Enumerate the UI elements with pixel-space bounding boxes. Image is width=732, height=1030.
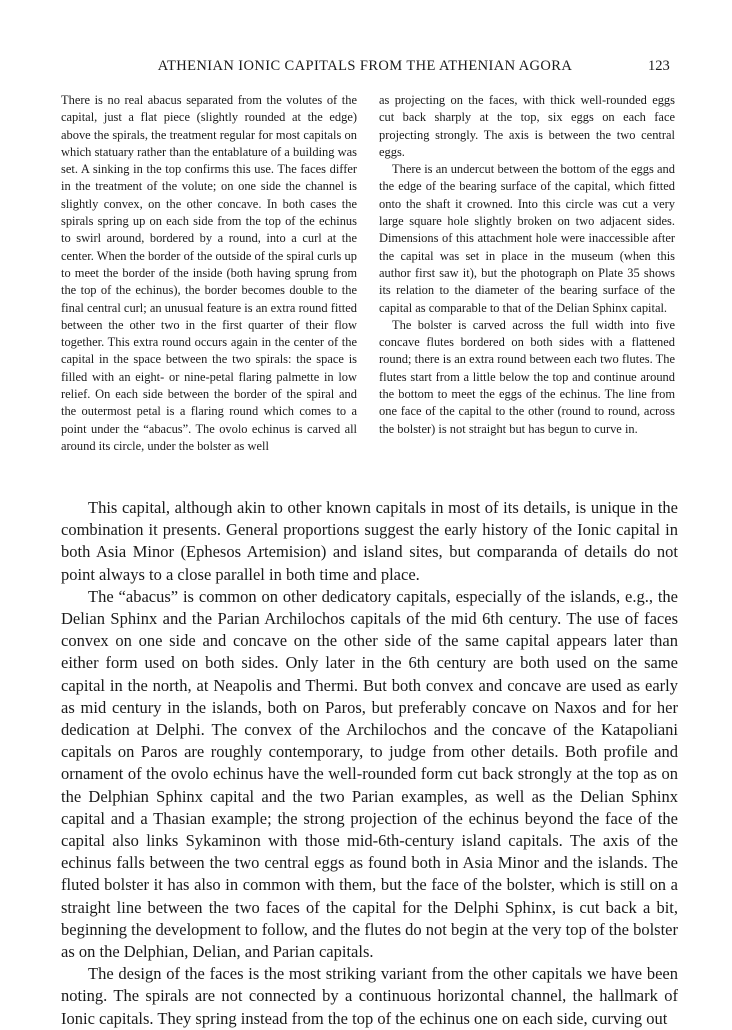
left-column-paragraph: There is no real abacus separated from the volutes of the capital, just a flat piece (slightly rounded at the edge) above the spirals, the treatment regular for most capitals on which statuary rather than the entablature of a building was set. A sinking in the top confirms this use. The faces differ in the treatment of the volute; on one side the channel is slightly convex, on the other concave. In both cases the spirals spring up on each side from the top of the echinus to swirl around, bordered by a round, into a curl at the center. When the border of the outside of the spiral curls up to meet the border of the inside (both having sprung from the top of the echinus), the border becomes double to the final central curl; an unusual feature is an extra round fitted between the other two in the first quarter of their flow together. This extra round occurs again in the center of the capital in the space between the two spirals: the space is filled with an eight- or nine-petal flaring palmette in low relief. On each side between the border of the spiral and the outermost petal is a flaring round which comes to a point under the “abacus”. The ovolo echinus is carved all around its circle, under the bolster as well xyxy=(61,93,357,453)
main-body-text xyxy=(61,497,678,1030)
page-header xyxy=(0,58,732,78)
right-column-paragraph: There is an undercut between the bottom of the eggs and the edge of the bearing surface of the capital, which fitted onto the shaft it crowned. Into this circle was cut a very large square hole slightly broken on two adjacent sides. Dimensions of this attachment hole were inaccessible after the capital was set in place in the museum (when this author first saw it), but the photograph on Plate 35 shows its relation to the diameter of the bearing surface of the capital as comparable to that of the Delian Sphinx capital. xyxy=(379,162,675,315)
running-title: ATHENIAN IONIC CAPITALS FROM THE ATHENIAN AGORA xyxy=(157,58,573,74)
left-column xyxy=(61,92,357,455)
description-columns xyxy=(61,92,675,472)
body-paragraph: The design of the faces is the most striking variant from the other capitals we have been noting. The spirals are not connected by a continuous horizontal channel, the hallmark of Ionic capitals. They spring instead from the top of the echinus one on each side, curving out xyxy=(61,964,678,1028)
page-number: 123 xyxy=(648,58,670,74)
right-column xyxy=(379,92,675,438)
body-paragraph: This capital, although akin to other known capitals in most of its details, is unique in the combination it presents. General proportions suggest the early history of the Ionic capital in both Asia Minor (Ephesos Artemision) and island sites, but comparanda of details do not point always to a close parallel in both time and place. xyxy=(61,498,678,584)
right-column-paragraph: as projecting on the faces, with thick well-rounded eggs cut back sharply at the top, six eggs on each face projecting strongly. The axis is between the two central eggs. xyxy=(379,93,675,159)
right-column-paragraph: The bolster is carved across the full width into five concave flutes bordered on both sides with a flattened round; there is an extra round between each two flutes. The flutes start from a little below the top and continue around the bottom to meet the eggs of the echinus. The line from one face of the capital to the other (round to round, across the bolster) is not straight but has begun to curve in. xyxy=(379,317,675,436)
body-paragraph: The “abacus” is common on other dedicatory capitals, especially of the islands, e.g., the Delian Sphinx and the Parian Archilochos capitals of the mid 6th century. The use of faces convex on one side and concave on the other side of the same capital appears later than either form used on both sides. Only later in the 6th century are both used on the same capital in the north, at Neapolis and Thermi. But both convex and concave are used as early as mid century in the islands, both on Paros, but preferably concave on Naxos and for her dedication at Delphi. The convex of the Archilochos and the concave of the Katapoliani capitals on Paros are roughly contemporary, to judge from other details. Both profile and ornament of the ovolo echinus have the well-rounded form cut back strongly at the top as on the Delphian Sphinx capital and the two Parian examples, as well as the Delian Sphinx capital and a Thasian example; the strong projection of the echinus beyond the face of the capital also links Sykaminon with those mid-6th-century island capitals. The axis of the echinus falls between the two central eggs as found both in Asia Minor and the islands. The fluted bolster it has also in common with them, but the face of the bolster, which is still on a straight line between the two faces of the capital for the Delphi Sphinx, is cut back a bit, beginning the development to follow, and the flutes do not begin at the very top of the bolster as on the Delphian, Delian, and Parian capitals. xyxy=(61,586,678,962)
